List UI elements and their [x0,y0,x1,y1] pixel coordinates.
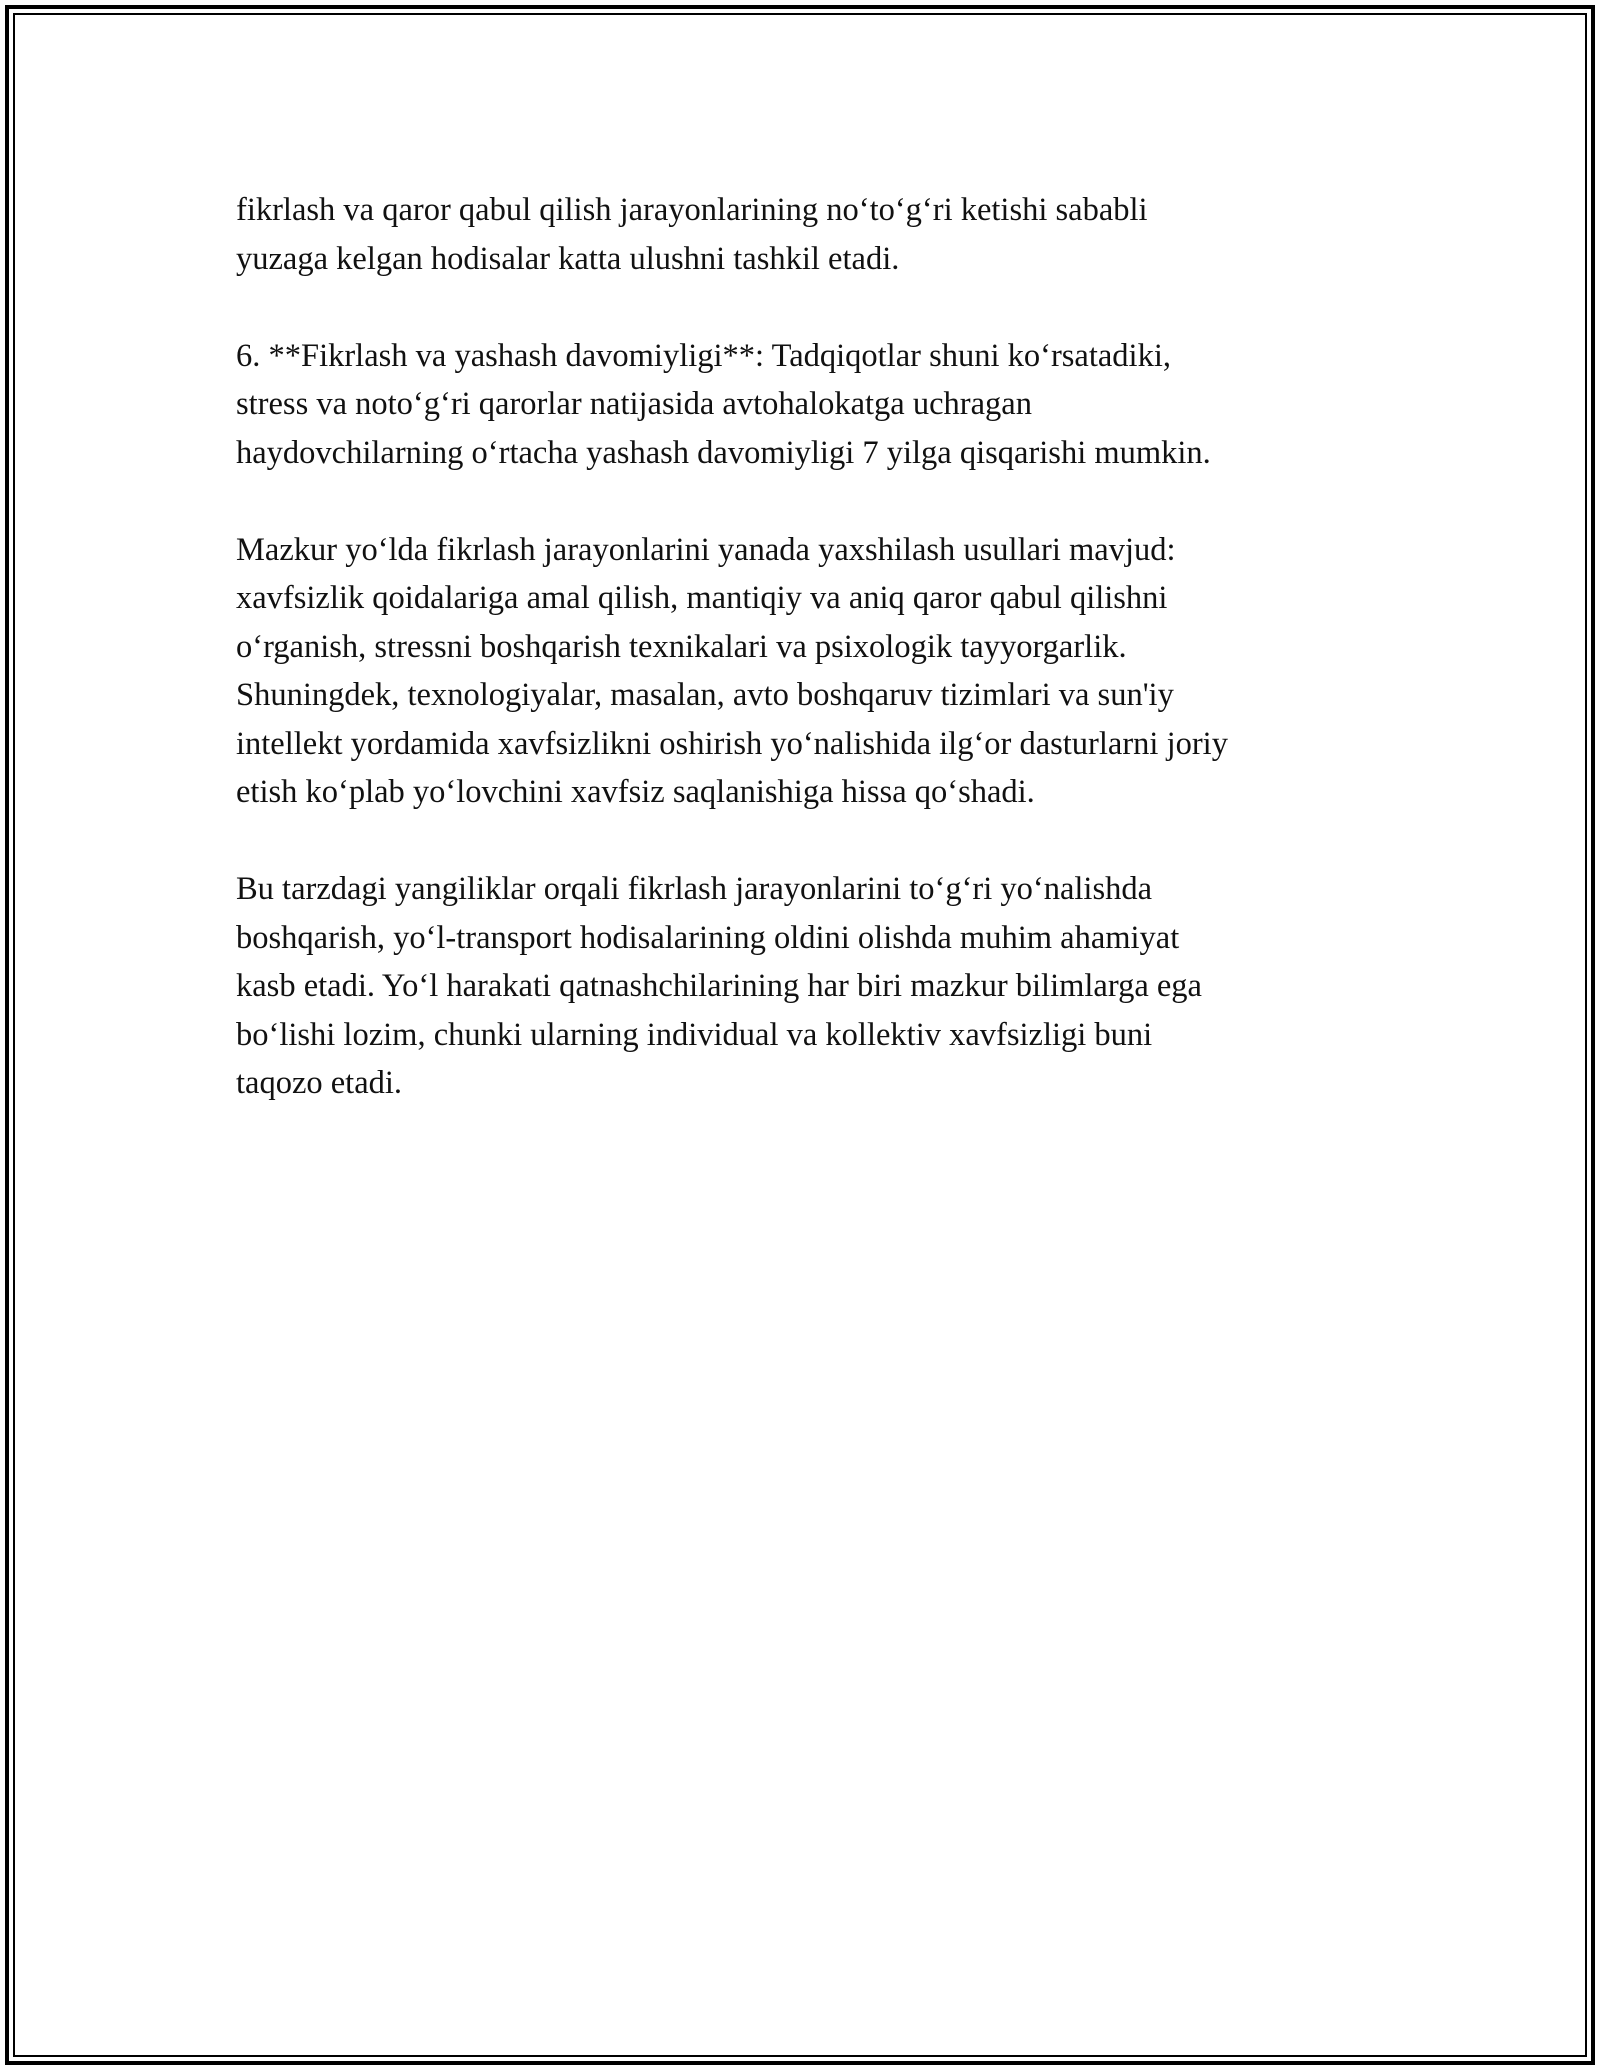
paragraph-conclusion: Bu tarzdagi yangiliklar orqali fikrlash jarayonlarini to‘g‘ri yo‘nalishda boshqarish, yo‘l-transport hodisalarining oldini olishda muhim ahamiyat kasb etadi. Yo‘l harakati qatnashchilarining har biri mazkur bilimlarga ega bo‘lishi lozim, chunki ularning individual va kollektiv xavfsizligi buni taqozo etadi. [236,871,1202,1101]
paragraph-improvement-methods: Mazkur yo‘lda fikrlash jarayonlarini yanada yaxshilash usullari mavjud: xavfsizlik qoidalariga amal qilish, mantiqiy va aniq qaror qabul qilishni o‘rganish, stressni boshqarish texnikalari va psixologik tayyorgarlik. Shuningdek, texnologiyalar, masalan, avto boshqaruv tizimlari va sun'iy intellekt yordamida xavfsizlikni oshirish yo‘nalishida ilg‘or dasturlarni joriy etish ko‘plab yo‘lovchini xavfsiz saqlanishiga hissa qo‘shadi. [236,531,1228,810]
document-body [236,186,1396,1156]
paragraph-point-6: 6. **Fikrlash va yashash davomiyligi**: Tadqiqotlar shuni ko‘rsatadiki, stress va noto‘g‘ri qarorlar natijasida avtohalokatga uchragan haydovchilarning o‘rtacha yashash davomiyligi 7 yilga qisqarishi mumkin. [236,337,1211,471]
paragraph-continuation: fikrlash va qaror qabul qilish jarayonlarining no‘to‘g‘ri ketishi sababli yuzaga kelgan hodisalar katta ulushni tashkil etadi. [236,192,1148,277]
